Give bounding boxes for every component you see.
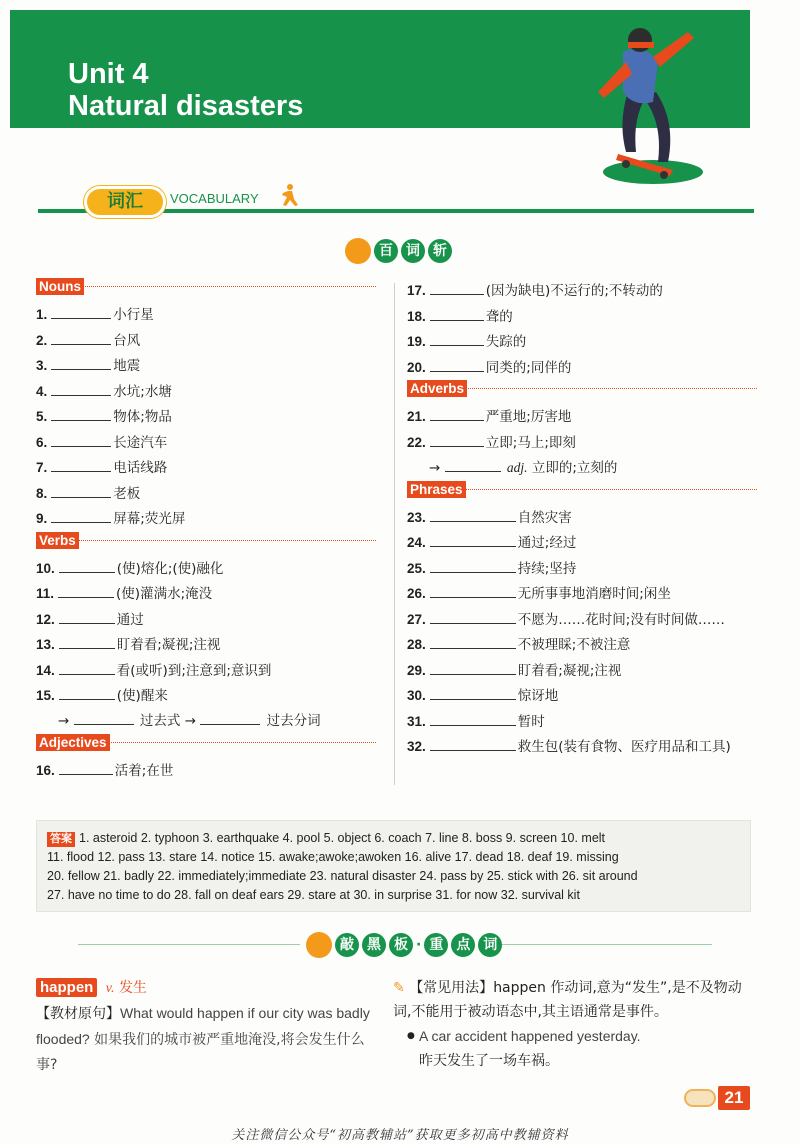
usage-text: happen 作动词,意为“发生”,是不及物动词,不能用于被动语态中,其主语通常是事件。 [393, 980, 742, 1020]
item-number: 21. [407, 409, 426, 424]
item-meaning: 老板 [113, 485, 141, 502]
vocab-item [407, 658, 757, 684]
vocab-item [36, 581, 376, 607]
item-number: 14. [36, 662, 55, 678]
title-char: 百 [374, 239, 398, 263]
item-number: 23. [407, 509, 426, 525]
phrases-tag: Phrases [407, 481, 466, 498]
answer-line: 27. have no time to do 28. fall on deaf ears 29. stare at 30. in surprise 31. for now 32. survival kit [47, 888, 580, 902]
answer-blank[interactable] [430, 661, 516, 675]
item-meaning: 水坑;水塘 [113, 383, 172, 400]
headword-pos: v. [105, 981, 115, 996]
vocab-item [407, 304, 757, 330]
item-meaning: 立即;马上;即刻 [485, 434, 576, 451]
adverbs-tag: Adverbs [407, 380, 467, 397]
vocab-item [36, 658, 376, 684]
reader-icon [306, 932, 332, 958]
vocab-item [36, 455, 376, 481]
answer-blank[interactable] [51, 407, 111, 421]
answer-blank[interactable] [430, 533, 516, 547]
item-number: 11. [36, 586, 55, 601]
item-number: 22. [407, 434, 426, 450]
past-tense-blank[interactable] [74, 711, 134, 725]
past-participle-label: 过去分词 [266, 712, 321, 729]
item-number: 9. [36, 511, 48, 526]
vocab-item [407, 505, 757, 531]
answer-blank[interactable] [430, 281, 484, 295]
answer-blank[interactable] [51, 484, 111, 498]
item-number: 18. [407, 308, 426, 324]
answer-blank[interactable] [51, 331, 111, 345]
vocab-item [36, 506, 376, 532]
section-title-baicizhan [345, 237, 452, 265]
page-number-badge [684, 1086, 750, 1110]
vocab-item [407, 632, 757, 658]
verbs-header [36, 532, 376, 556]
item-number: 6. [36, 434, 48, 450]
item-number: 31. [407, 713, 426, 729]
title-dot: · [416, 937, 422, 953]
vocab-item [36, 481, 376, 507]
item-number: 3. [36, 358, 48, 373]
adverbs-header [407, 380, 757, 404]
item-meaning: 通过 [116, 611, 144, 628]
title-char: 黑 [362, 933, 386, 957]
item-number: 7. [36, 460, 48, 475]
item-meaning: (使)醒来 [116, 688, 168, 704]
item-meaning: 物体;物品 [113, 409, 172, 425]
adjective-form-blank[interactable] [445, 458, 501, 472]
answer-blank[interactable] [59, 761, 113, 775]
title-char: 板 [389, 933, 413, 957]
past-participle-blank[interactable] [200, 711, 260, 725]
source-sentence [36, 1001, 376, 1078]
phrases-list [407, 505, 757, 760]
title-char: 斩 [428, 239, 452, 263]
item-number: 1. [36, 307, 48, 322]
vocab-item [407, 709, 757, 735]
vocabulary-badge-label: 词汇 [107, 191, 143, 212]
vocabulary-label: VOCABULARY [170, 191, 259, 206]
vocab-item [36, 353, 376, 379]
item-meaning: 盯着看;凝视;注视 [517, 662, 622, 679]
happen-entry [36, 976, 376, 1078]
answer-blank[interactable] [51, 305, 111, 319]
item-meaning: (因为缺电)不运行的;不转动的 [485, 283, 663, 299]
vocab-item [407, 329, 757, 355]
adjectives-list-right [407, 278, 757, 380]
item-meaning: 屏幕;荧光屏 [113, 511, 186, 527]
source-highlight: happen [197, 1005, 244, 1021]
source-en-part1: What would [120, 1005, 198, 1021]
answer-blank[interactable] [430, 559, 516, 573]
answer-blank[interactable] [51, 509, 111, 523]
title-char: 点 [451, 933, 475, 957]
title-char: 词 [401, 239, 425, 263]
item-number: 10. [36, 560, 55, 576]
adjective-form-meaning: 立即的;立刻的 [531, 460, 618, 476]
adjectives-tag: Adjectives [36, 734, 110, 751]
item-number: 5. [36, 409, 48, 424]
item-meaning: 地震 [113, 358, 141, 374]
item-number: 27. [407, 611, 426, 627]
answer-blank[interactable] [51, 382, 111, 396]
item-number: 26. [407, 586, 426, 601]
answer-text [47, 829, 747, 905]
item-meaning: (使)熔化;(使)融化 [116, 560, 224, 577]
answer-blank[interactable] [430, 712, 516, 726]
answer-line-text: 1. asteroid 2. typhoon 3. earthquake 4. pool 5. object 6. coach 7. line 8. boss 9. screen 10. melt [79, 831, 606, 845]
item-number: 30. [407, 688, 426, 703]
section-rule-left [78, 944, 300, 945]
answer-blank[interactable] [59, 635, 115, 649]
title-char: 重 [424, 933, 448, 957]
arrow: → [429, 460, 441, 476]
item-meaning: 通过;经过 [517, 535, 577, 551]
unit-name: Natural disasters [68, 90, 304, 122]
answer-blank[interactable] [430, 737, 516, 751]
vocab-item [407, 355, 757, 381]
example-sentence [393, 1024, 758, 1049]
unit-title [68, 58, 303, 122]
page-number-decoration [684, 1089, 716, 1107]
item-number: 25. [407, 560, 426, 576]
reader-icon [345, 238, 371, 264]
phrases-header [407, 481, 757, 505]
adjectives-list-left [36, 758, 376, 784]
answer-blank[interactable] [430, 508, 516, 522]
item-meaning: 活着;在世 [114, 763, 174, 779]
item-meaning: 救生包(装有食物、医疗用品和工具) [517, 739, 731, 755]
item-number: 29. [407, 662, 426, 678]
answer-blank[interactable] [59, 610, 115, 624]
nouns-list [36, 302, 376, 532]
source-translation: 如果我们的城市被严重地淹没,将会发生什么事? [36, 1032, 365, 1073]
answer-label: 答案 [47, 832, 75, 847]
example-en-part1: A car accident [419, 1028, 511, 1044]
source-label: 【教材原句】 [36, 1006, 120, 1022]
unit-number: Unit 4 [68, 58, 149, 90]
item-meaning: 失踪的 [485, 334, 527, 350]
vocab-item [407, 683, 757, 709]
usage-note [393, 976, 758, 1073]
item-number: 20. [407, 359, 426, 375]
source-en-part2: if our city was badly flooded? [36, 1005, 370, 1047]
vocab-item [407, 278, 757, 304]
vocab-item [36, 632, 376, 658]
item-meaning: 聋的 [485, 308, 513, 325]
section-rule-right [490, 944, 712, 945]
item-number: 4. [36, 383, 48, 399]
page-number: 21 [718, 1086, 750, 1110]
vocab-item [407, 556, 757, 582]
verbs-tag: Verbs [36, 532, 79, 549]
item-number: 2. [36, 332, 48, 348]
verbs-list [36, 556, 376, 709]
vocab-item [407, 430, 757, 456]
answer-blank[interactable] [430, 686, 516, 700]
answer-blank[interactable] [430, 584, 516, 598]
happen-headword-line [36, 976, 376, 1001]
item-meaning: 自然灾害 [517, 509, 572, 526]
nouns-header [36, 278, 376, 302]
item-number: 13. [36, 637, 55, 652]
item-number: 15. [36, 688, 55, 703]
paw-icon: ✎ [393, 980, 405, 996]
item-number: 12. [36, 611, 55, 627]
vocab-item [407, 404, 757, 430]
title-char: 词 [478, 933, 502, 957]
item-number: 19. [407, 334, 426, 349]
nouns-tag: Nouns [36, 278, 84, 295]
answer-box [36, 820, 751, 912]
skateboarder-illustration [588, 22, 703, 187]
item-meaning: 无所事事地消磨时间;闲坐 [517, 586, 671, 602]
vocab-item [36, 328, 376, 354]
left-column [36, 278, 376, 784]
item-number: 28. [407, 637, 426, 652]
usage-label: 【常见用法】 [409, 980, 494, 996]
adverb-form-line [407, 455, 757, 481]
vocabulary-badge [84, 186, 166, 218]
vocab-item [36, 302, 376, 328]
answer-blank[interactable] [59, 661, 115, 675]
vocab-item [36, 758, 376, 784]
answer-blank[interactable] [51, 458, 111, 472]
answer-blank[interactable] [430, 307, 484, 321]
vocab-item [36, 379, 376, 405]
answer-blank[interactable] [430, 635, 516, 649]
answer-line [47, 829, 747, 848]
footer-note: 关注微信公众号“初高教辅站”获取更多初高中教辅资料 [231, 1128, 569, 1143]
headword: happen [36, 978, 97, 997]
vocab-item [407, 581, 757, 607]
item-meaning: 暂时 [517, 713, 545, 730]
example-translation: 昨天发生了一场车祸。 [419, 1053, 559, 1069]
item-meaning: 台风 [113, 332, 141, 349]
answer-blank[interactable] [59, 686, 115, 700]
item-meaning: 电话线路 [113, 460, 168, 476]
item-meaning: 不被理睬;不被注意 [517, 637, 631, 653]
item-meaning: 长途汽车 [113, 434, 168, 451]
item-number: 32. [407, 739, 426, 754]
pos-label: adj. [506, 460, 528, 475]
answer-blank[interactable] [430, 358, 484, 372]
item-number: 24. [407, 535, 426, 550]
answer-blank[interactable] [51, 433, 111, 447]
answer-blank[interactable] [430, 332, 484, 346]
item-meaning: 小行星 [113, 307, 154, 323]
past-tense-label: 过去式 [139, 712, 181, 729]
right-column [407, 278, 757, 760]
verb-forms-line [36, 709, 376, 735]
item-meaning: 持续;坚持 [517, 560, 577, 577]
vocab-item [407, 607, 757, 633]
answer-blank[interactable] [430, 610, 516, 624]
section-title-key-words [306, 931, 502, 959]
vocab-item [407, 734, 757, 760]
adjectives-header [36, 734, 376, 758]
dotted-rule [36, 286, 376, 287]
mini-skater-icon [276, 183, 300, 209]
item-meaning: 看(或听)到;注意到;意识到 [116, 662, 272, 679]
answer-blank[interactable] [430, 433, 484, 447]
answer-line: 20. fellow 21. badly 22. immediately;immediate 23. natural disaster 24. pass by 25. stick with 26. sit around [47, 869, 638, 883]
item-meaning: 严重地;厉害地 [485, 409, 572, 425]
vocab-item [407, 530, 757, 556]
vocab-item [36, 430, 376, 456]
title-char: 敲 [335, 933, 359, 957]
item-number: 17. [407, 283, 426, 298]
answer-blank[interactable] [58, 584, 114, 598]
item-meaning: 同类的;同伴的 [485, 359, 572, 376]
item-number: 8. [36, 485, 48, 501]
arrow: → [58, 712, 70, 729]
vocab-item [36, 404, 376, 430]
item-meaning: (使)灌满水;淹没 [116, 586, 213, 602]
example-highlight: happened [510, 1028, 574, 1044]
item-meaning: 盯着看;凝视;注视 [116, 637, 221, 653]
vocab-item [36, 556, 376, 582]
answer-blank[interactable] [430, 407, 484, 421]
vocab-item [36, 607, 376, 633]
answer-blank[interactable] [59, 559, 115, 573]
item-meaning: 惊讶地 [517, 688, 559, 704]
arrow: → [184, 712, 197, 729]
usage-paragraph [393, 976, 758, 1024]
column-divider [394, 283, 395, 785]
answer-blank[interactable] [51, 356, 111, 370]
headword-meaning: 发生 [118, 980, 147, 996]
dotted-rule [36, 540, 376, 541]
item-number: 16. [36, 763, 55, 778]
example-en-part2: yesterday. [573, 1028, 641, 1044]
adverbs-list [407, 404, 757, 455]
item-meaning: 不愿为……花时间;没有时间做…… [517, 611, 725, 628]
vocab-item [36, 683, 376, 709]
answer-line: 11. flood 12. pass 13. stare 14. notice 15. awake;awoke;awoken 16. alive 17. dead 18. deaf 19. missing [47, 850, 619, 864]
